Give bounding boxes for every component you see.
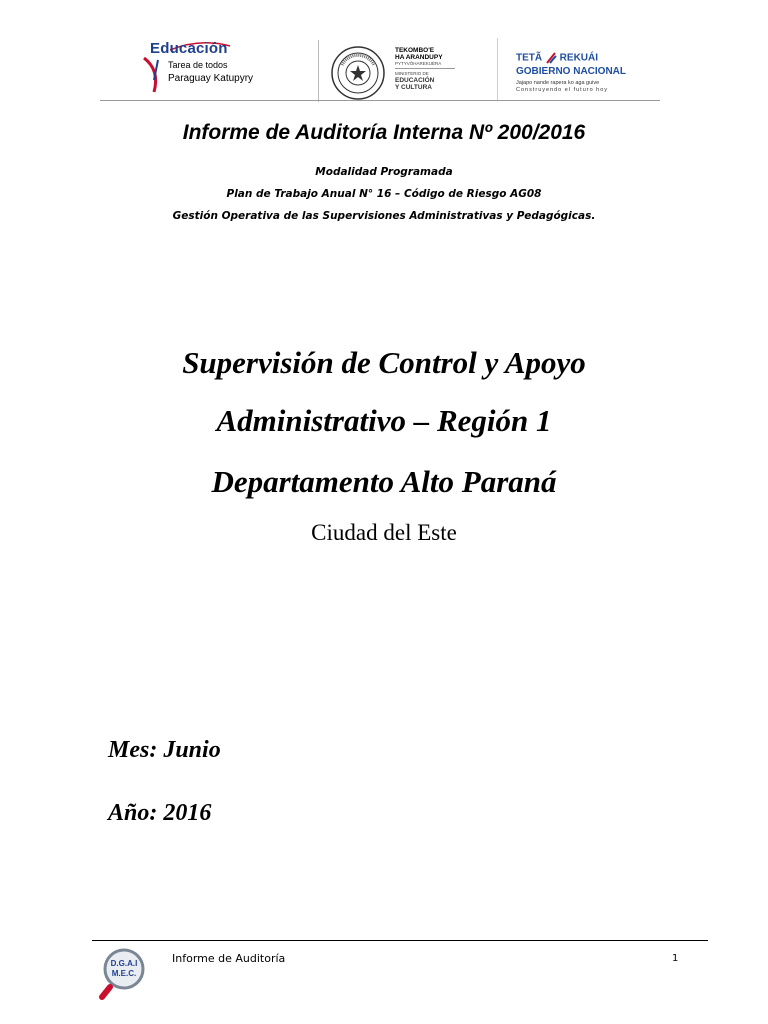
month-line: Mes: Junio — [108, 737, 221, 763]
modality-line: Modalidad Programada — [315, 166, 453, 178]
footer-rule — [92, 940, 708, 941]
mec-line-6: Y CULTURA — [395, 84, 432, 91]
gobierno-guarani-motto: Jajapo nande rapera ko aga guive — [516, 80, 600, 86]
main-title-line-1: Supervisión de Control y Apoyo — [182, 345, 586, 380]
dgai-logo — [98, 945, 156, 1003]
mec-line-4: MINISTERIO DE — [395, 71, 429, 76]
city-subtitle: Ciudad del Este — [311, 520, 457, 545]
national-seal-logo — [330, 45, 390, 105]
header-rule — [100, 100, 660, 101]
main-title-line-3: Departamento Alto Paraná — [211, 464, 557, 499]
mec-line-3: PYTYVÕHAREKUÉRA — [395, 61, 442, 66]
page-number: 1 — [672, 953, 679, 964]
report-title: Informe de Auditoría Interna Nº 200/2016 — [182, 121, 586, 144]
dgai-logo-line-1: D.G.A.I — [110, 959, 138, 968]
seal-icon — [330, 45, 390, 105]
gobierno-motto: Construyendo el futuro hoy — [516, 87, 609, 93]
mec-line-1: TEKOMBO'E — [395, 47, 435, 54]
dgai-logo-line-2: M.E.C. — [111, 969, 137, 978]
gobierno-line-2: GOBIERNO NACIONAL — [516, 66, 627, 77]
plan-line: Plan de Trabajo Anual N° 16 – Código de Riesgo AG08 — [226, 188, 542, 200]
mec-line-5: EDUCACIÓN — [395, 77, 435, 84]
year-line: Año: 2016 — [108, 800, 212, 826]
educacion-country: Paraguay Katupyry — [168, 73, 254, 84]
gobierno-line-1: TETÃ REKUÁI — [516, 52, 599, 64]
educacion-wordmark: Educación — [150, 40, 228, 57]
mec-rule — [395, 68, 455, 69]
main-title-line-2: Administrativo – Región 1 — [216, 403, 552, 438]
flag-swoosh-icon — [545, 52, 557, 64]
educacion-logo — [130, 40, 280, 96]
magnifier-icon — [98, 945, 156, 1003]
mec-logo-text — [395, 47, 465, 91]
gestion-line: Gestión Operativa de las Supervisiones Administrativas y Pedagógicas. — [172, 210, 596, 222]
educacion-tagline: Tarea de todos — [168, 60, 228, 70]
footer-label: Informe de Auditoría — [172, 952, 286, 965]
header-divider — [497, 38, 498, 100]
gobierno-nacional-logo — [510, 42, 650, 98]
mec-line-2: HA ARANDUPY — [395, 54, 443, 61]
header-divider — [318, 40, 319, 102]
